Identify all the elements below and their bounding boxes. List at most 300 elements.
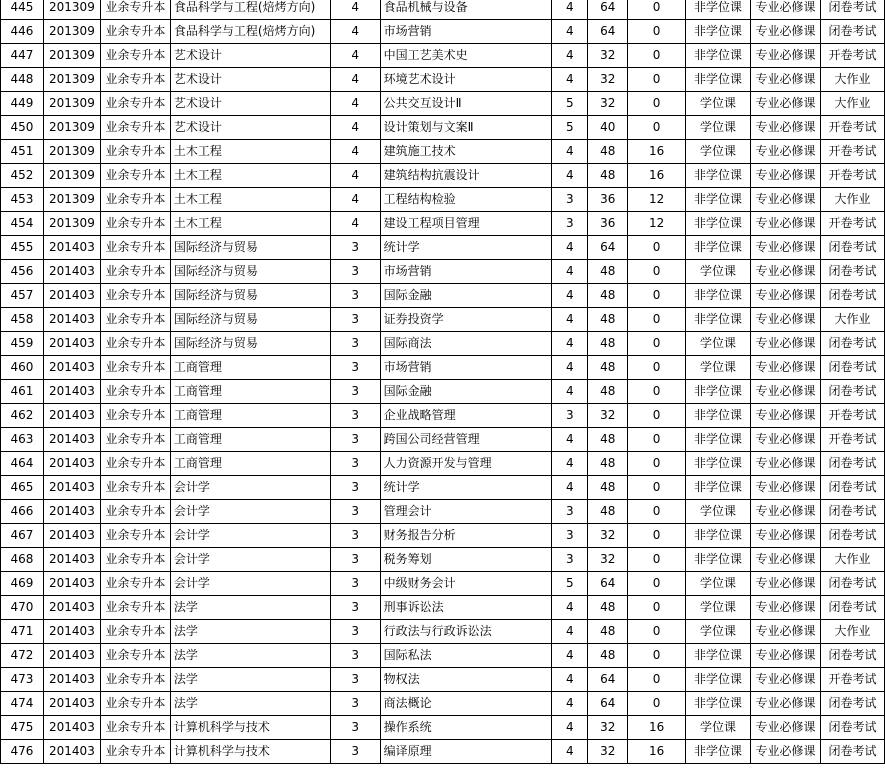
total-hours-cell: 64: [588, 0, 628, 20]
course-category-cell: 专业必修课: [750, 284, 820, 308]
total-hours-cell: 48: [588, 452, 628, 476]
row-number-cell: 450: [1, 116, 44, 140]
exam-type-cell: 闭卷考试: [820, 692, 884, 716]
course-name-cell: 商法概论: [380, 692, 552, 716]
total-hours-cell: 64: [588, 692, 628, 716]
exam-type-cell: 大作业: [820, 68, 884, 92]
table-row: [1, 740, 885, 764]
major-cell: 计算机科学与技术: [170, 740, 330, 764]
major-cell: 会计学: [170, 500, 330, 524]
lab-hours-cell: 0: [628, 452, 686, 476]
study-years-cell: 3: [330, 284, 380, 308]
lab-hours-cell: 0: [628, 44, 686, 68]
credits-cell: 4: [552, 140, 588, 164]
exam-type-cell: 大作业: [820, 620, 884, 644]
major-cell: 国际经济与贸易: [170, 308, 330, 332]
credits-cell: 3: [552, 524, 588, 548]
program-type-cell: 业余专升本: [100, 740, 170, 764]
study-years-cell: 3: [330, 692, 380, 716]
semester-cell: 201403: [43, 452, 100, 476]
semester-cell: 201309: [43, 188, 100, 212]
course-name-cell: 税务筹划: [380, 548, 552, 572]
course-name-cell: 建筑结构抗震设计: [380, 164, 552, 188]
lab-hours-cell: 0: [628, 500, 686, 524]
program-type-cell: 业余专升本: [100, 284, 170, 308]
study-years-cell: 3: [330, 404, 380, 428]
program-type-cell: 业余专升本: [100, 44, 170, 68]
exam-type-cell: 开卷考试: [820, 116, 884, 140]
study-years-cell: 3: [330, 260, 380, 284]
course-name-cell: 中国工艺美术史: [380, 44, 552, 68]
study-years-cell: 3: [330, 716, 380, 740]
semester-cell: 201309: [43, 0, 100, 20]
major-cell: 法学: [170, 620, 330, 644]
major-cell: 土木工程: [170, 212, 330, 236]
total-hours-cell: 36: [588, 212, 628, 236]
credits-cell: 5: [552, 92, 588, 116]
row-number-cell: 458: [1, 308, 44, 332]
total-hours-cell: 64: [588, 668, 628, 692]
total-hours-cell: 48: [588, 620, 628, 644]
table-row: [1, 236, 885, 260]
semester-cell: 201309: [43, 140, 100, 164]
course-category-cell: 专业必修课: [750, 452, 820, 476]
major-cell: 艺术设计: [170, 116, 330, 140]
row-number-cell: 465: [1, 476, 44, 500]
table-row: [1, 308, 885, 332]
total-hours-cell: 40: [588, 116, 628, 140]
course-category-cell: 专业必修课: [750, 644, 820, 668]
degree-course-flag-cell: 非学位课: [686, 308, 751, 332]
major-cell: 国际经济与贸易: [170, 260, 330, 284]
course-name-cell: 公共交互设计Ⅱ: [380, 92, 552, 116]
credits-cell: 4: [552, 236, 588, 260]
degree-course-flag-cell: 学位课: [686, 716, 751, 740]
program-type-cell: 业余专升本: [100, 668, 170, 692]
course-category-cell: 专业必修课: [750, 740, 820, 764]
degree-course-flag-cell: 非学位课: [686, 644, 751, 668]
credits-cell: 3: [552, 212, 588, 236]
degree-course-flag-cell: 学位课: [686, 260, 751, 284]
lab-hours-cell: 0: [628, 92, 686, 116]
total-hours-cell: 48: [588, 332, 628, 356]
study-years-cell: 3: [330, 668, 380, 692]
program-type-cell: 业余专升本: [100, 68, 170, 92]
table-row: [1, 596, 885, 620]
table-row: [1, 356, 885, 380]
semester-cell: 201403: [43, 260, 100, 284]
study-years-cell: 4: [330, 0, 380, 20]
major-cell: 国际经济与贸易: [170, 236, 330, 260]
major-cell: 艺术设计: [170, 92, 330, 116]
total-hours-cell: 48: [588, 644, 628, 668]
major-cell: 艺术设计: [170, 44, 330, 68]
credits-cell: 4: [552, 164, 588, 188]
credits-cell: 5: [552, 116, 588, 140]
lab-hours-cell: 0: [628, 308, 686, 332]
program-type-cell: 业余专升本: [100, 140, 170, 164]
semester-cell: 201403: [43, 428, 100, 452]
lab-hours-cell: 0: [628, 644, 686, 668]
exam-type-cell: 大作业: [820, 188, 884, 212]
total-hours-cell: 48: [588, 380, 628, 404]
program-type-cell: 业余专升本: [100, 404, 170, 428]
total-hours-cell: 32: [588, 404, 628, 428]
course-category-cell: 专业必修课: [750, 92, 820, 116]
course-name-cell: 统计学: [380, 476, 552, 500]
course-name-cell: 管理会计: [380, 500, 552, 524]
major-cell: 法学: [170, 668, 330, 692]
credits-cell: 3: [552, 500, 588, 524]
program-type-cell: 业余专升本: [100, 524, 170, 548]
degree-course-flag-cell: 学位课: [686, 332, 751, 356]
exam-type-cell: 闭卷考试: [820, 572, 884, 596]
course-category-cell: 专业必修课: [750, 668, 820, 692]
study-years-cell: 3: [330, 332, 380, 356]
study-years-cell: 4: [330, 68, 380, 92]
semester-cell: 201309: [43, 20, 100, 44]
total-hours-cell: 64: [588, 20, 628, 44]
semester-cell: 201403: [43, 548, 100, 572]
major-cell: 会计学: [170, 524, 330, 548]
degree-course-flag-cell: 学位课: [686, 620, 751, 644]
total-hours-cell: 48: [588, 260, 628, 284]
study-years-cell: 3: [330, 548, 380, 572]
table-row: [1, 428, 885, 452]
row-number-cell: 463: [1, 428, 44, 452]
program-type-cell: 业余专升本: [100, 500, 170, 524]
major-cell: 会计学: [170, 548, 330, 572]
degree-course-flag-cell: 非学位课: [686, 404, 751, 428]
course-category-cell: 专业必修课: [750, 572, 820, 596]
semester-cell: 201403: [43, 332, 100, 356]
course-category-cell: 专业必修课: [750, 116, 820, 140]
semester-cell: 201403: [43, 404, 100, 428]
table-row: [1, 716, 885, 740]
study-years-cell: 4: [330, 20, 380, 44]
course-category-cell: 专业必修课: [750, 164, 820, 188]
lab-hours-cell: 0: [628, 404, 686, 428]
exam-type-cell: 闭卷考试: [820, 452, 884, 476]
program-type-cell: 业余专升本: [100, 188, 170, 212]
lab-hours-cell: 16: [628, 716, 686, 740]
course-name-cell: 国际私法: [380, 644, 552, 668]
total-hours-cell: 32: [588, 92, 628, 116]
course-category-cell: 专业必修课: [750, 404, 820, 428]
course-category-cell: 专业必修课: [750, 260, 820, 284]
table-row: [1, 68, 885, 92]
semester-cell: 201403: [43, 356, 100, 380]
exam-type-cell: 大作业: [820, 548, 884, 572]
degree-course-flag-cell: 非学位课: [686, 212, 751, 236]
total-hours-cell: 48: [588, 164, 628, 188]
row-number-cell: 469: [1, 572, 44, 596]
exam-type-cell: 闭卷考试: [820, 20, 884, 44]
degree-course-flag-cell: 非学位课: [686, 20, 751, 44]
row-number-cell: 457: [1, 284, 44, 308]
course-name-cell: 证券投资学: [380, 308, 552, 332]
course-name-cell: 环境艺术设计: [380, 68, 552, 92]
study-years-cell: 4: [330, 188, 380, 212]
course-name-cell: 市场营销: [380, 20, 552, 44]
course-name-cell: 工程结构检验: [380, 188, 552, 212]
exam-type-cell: 开卷考试: [820, 404, 884, 428]
row-number-cell: 474: [1, 692, 44, 716]
major-cell: 工商管理: [170, 404, 330, 428]
semester-cell: 201309: [43, 116, 100, 140]
course-category-cell: 专业必修课: [750, 500, 820, 524]
program-type-cell: 业余专升本: [100, 0, 170, 20]
program-type-cell: 业余专升本: [100, 476, 170, 500]
semester-cell: 201403: [43, 308, 100, 332]
row-number-cell: 461: [1, 380, 44, 404]
row-number-cell: 471: [1, 620, 44, 644]
semester-cell: 201403: [43, 284, 100, 308]
exam-type-cell: 开卷考试: [820, 44, 884, 68]
credits-cell: 5: [552, 572, 588, 596]
course-name-cell: 市场营销: [380, 356, 552, 380]
degree-course-flag-cell: 非学位课: [686, 68, 751, 92]
semester-cell: 201403: [43, 500, 100, 524]
major-cell: 法学: [170, 692, 330, 716]
lab-hours-cell: 0: [628, 332, 686, 356]
exam-type-cell: 闭卷考试: [820, 356, 884, 380]
table-row: [1, 20, 885, 44]
study-years-cell: 4: [330, 116, 380, 140]
row-number-cell: 449: [1, 92, 44, 116]
semester-cell: 201309: [43, 164, 100, 188]
semester-cell: 201403: [43, 596, 100, 620]
credits-cell: 3: [552, 548, 588, 572]
row-number-cell: 452: [1, 164, 44, 188]
lab-hours-cell: 0: [628, 692, 686, 716]
semester-cell: 201403: [43, 692, 100, 716]
course-category-cell: 专业必修课: [750, 20, 820, 44]
credits-cell: 4: [552, 716, 588, 740]
credits-cell: 4: [552, 452, 588, 476]
exam-type-cell: 闭卷考试: [820, 284, 884, 308]
table-row: [1, 500, 885, 524]
exam-type-cell: 闭卷考试: [820, 476, 884, 500]
course-name-cell: 市场营销: [380, 260, 552, 284]
course-category-cell: 专业必修课: [750, 68, 820, 92]
course-category-cell: 专业必修课: [750, 236, 820, 260]
row-number-cell: 454: [1, 212, 44, 236]
credits-cell: 4: [552, 20, 588, 44]
lab-hours-cell: 0: [628, 116, 686, 140]
table-row: [1, 116, 885, 140]
study-years-cell: 3: [330, 452, 380, 476]
degree-course-flag-cell: 非学位课: [686, 668, 751, 692]
degree-course-flag-cell: 学位课: [686, 92, 751, 116]
table-row: [1, 380, 885, 404]
study-years-cell: 3: [330, 380, 380, 404]
row-number-cell: 459: [1, 332, 44, 356]
program-type-cell: 业余专升本: [100, 596, 170, 620]
program-type-cell: 业余专升本: [100, 116, 170, 140]
table-row: [1, 188, 885, 212]
semester-cell: 201309: [43, 44, 100, 68]
table-row: [1, 548, 885, 572]
table-row: [1, 404, 885, 428]
exam-type-cell: 闭卷考试: [820, 716, 884, 740]
lab-hours-cell: 0: [628, 428, 686, 452]
study-years-cell: 3: [330, 572, 380, 596]
course-category-cell: 专业必修课: [750, 620, 820, 644]
total-hours-cell: 48: [588, 500, 628, 524]
major-cell: 工商管理: [170, 356, 330, 380]
credits-cell: 4: [552, 44, 588, 68]
program-type-cell: 业余专升本: [100, 164, 170, 188]
degree-course-flag-cell: 学位课: [686, 596, 751, 620]
row-number-cell: 475: [1, 716, 44, 740]
table-row: [1, 164, 885, 188]
exam-type-cell: 大作业: [820, 92, 884, 116]
exam-type-cell: 闭卷考试: [820, 596, 884, 620]
lab-hours-cell: 0: [628, 476, 686, 500]
study-years-cell: 3: [330, 596, 380, 620]
total-hours-cell: 64: [588, 572, 628, 596]
program-type-cell: 业余专升本: [100, 20, 170, 44]
course-name-cell: 财务报告分析: [380, 524, 552, 548]
exam-type-cell: 闭卷考试: [820, 236, 884, 260]
exam-type-cell: 闭卷考试: [820, 500, 884, 524]
course-name-cell: 操作系统: [380, 716, 552, 740]
major-cell: 艺术设计: [170, 68, 330, 92]
table-row: [1, 284, 885, 308]
major-cell: 国际经济与贸易: [170, 332, 330, 356]
degree-course-flag-cell: 非学位课: [686, 428, 751, 452]
lab-hours-cell: 16: [628, 140, 686, 164]
exam-type-cell: 闭卷考试: [820, 332, 884, 356]
exam-type-cell: 闭卷考试: [820, 740, 884, 764]
degree-course-flag-cell: 非学位课: [686, 452, 751, 476]
semester-cell: 201403: [43, 740, 100, 764]
course-name-cell: 物权法: [380, 668, 552, 692]
degree-course-flag-cell: 学位课: [686, 572, 751, 596]
lab-hours-cell: 0: [628, 596, 686, 620]
credits-cell: 4: [552, 68, 588, 92]
lab-hours-cell: 0: [628, 524, 686, 548]
major-cell: 工商管理: [170, 428, 330, 452]
credits-cell: 3: [552, 404, 588, 428]
semester-cell: 201403: [43, 572, 100, 596]
program-type-cell: 业余专升本: [100, 92, 170, 116]
exam-type-cell: 大作业: [820, 308, 884, 332]
lab-hours-cell: 0: [628, 260, 686, 284]
course-category-cell: 专业必修课: [750, 332, 820, 356]
program-type-cell: 业余专升本: [100, 308, 170, 332]
semester-cell: 201403: [43, 380, 100, 404]
table-row: [1, 644, 885, 668]
lab-hours-cell: 0: [628, 620, 686, 644]
semester-cell: 201309: [43, 68, 100, 92]
major-cell: 土木工程: [170, 164, 330, 188]
table-row: [1, 668, 885, 692]
total-hours-cell: 48: [588, 284, 628, 308]
course-category-cell: 专业必修课: [750, 428, 820, 452]
table-row: [1, 44, 885, 68]
degree-course-flag-cell: 非学位课: [686, 524, 751, 548]
credits-cell: 4: [552, 476, 588, 500]
lab-hours-cell: 0: [628, 668, 686, 692]
degree-course-flag-cell: 学位课: [686, 116, 751, 140]
program-type-cell: 业余专升本: [100, 452, 170, 476]
row-number-cell: 456: [1, 260, 44, 284]
degree-course-flag-cell: 非学位课: [686, 188, 751, 212]
program-type-cell: 业余专升本: [100, 620, 170, 644]
study-years-cell: 4: [330, 44, 380, 68]
course-name-cell: 中级财务会计: [380, 572, 552, 596]
study-years-cell: 3: [330, 356, 380, 380]
course-category-cell: 专业必修课: [750, 716, 820, 740]
major-cell: 计算机科学与技术: [170, 716, 330, 740]
course-name-cell: 人力资源开发与管理: [380, 452, 552, 476]
exam-type-cell: 闭卷考试: [820, 0, 884, 20]
credits-cell: 4: [552, 260, 588, 284]
semester-cell: 201403: [43, 476, 100, 500]
table-row: [1, 260, 885, 284]
course-name-cell: 国际金融: [380, 380, 552, 404]
course-name-cell: 国际金融: [380, 284, 552, 308]
total-hours-cell: 48: [588, 140, 628, 164]
major-cell: 国际经济与贸易: [170, 284, 330, 308]
total-hours-cell: 36: [588, 188, 628, 212]
course-category-cell: 专业必修课: [750, 524, 820, 548]
lab-hours-cell: 16: [628, 740, 686, 764]
course-name-cell: 跨国公司经营管理: [380, 428, 552, 452]
major-cell: 食品科学与工程(焙烤方向): [170, 20, 330, 44]
semester-cell: 201403: [43, 236, 100, 260]
total-hours-cell: 32: [588, 716, 628, 740]
program-type-cell: 业余专升本: [100, 548, 170, 572]
table-body: [1, 0, 885, 764]
credits-cell: 3: [552, 188, 588, 212]
total-hours-cell: 32: [588, 548, 628, 572]
major-cell: 法学: [170, 644, 330, 668]
row-number-cell: 476: [1, 740, 44, 764]
program-type-cell: 业余专升本: [100, 716, 170, 740]
credits-cell: 4: [552, 668, 588, 692]
study-years-cell: 4: [330, 92, 380, 116]
exam-type-cell: 闭卷考试: [820, 380, 884, 404]
table-row: [1, 692, 885, 716]
study-years-cell: 3: [330, 620, 380, 644]
course-name-cell: 国际商法: [380, 332, 552, 356]
course-category-cell: 专业必修课: [750, 380, 820, 404]
row-number-cell: 448: [1, 68, 44, 92]
major-cell: 法学: [170, 596, 330, 620]
major-cell: 工商管理: [170, 452, 330, 476]
course-name-cell: 编译原理: [380, 740, 552, 764]
degree-course-flag-cell: 非学位课: [686, 284, 751, 308]
program-type-cell: 业余专升本: [100, 644, 170, 668]
lab-hours-cell: 0: [628, 284, 686, 308]
course-category-cell: 专业必修课: [750, 308, 820, 332]
table-row: [1, 140, 885, 164]
course-category-cell: 专业必修课: [750, 548, 820, 572]
course-category-cell: 专业必修课: [750, 212, 820, 236]
row-number-cell: 467: [1, 524, 44, 548]
row-number-cell: 470: [1, 596, 44, 620]
study-years-cell: 4: [330, 212, 380, 236]
row-number-cell: 453: [1, 188, 44, 212]
study-years-cell: 3: [330, 644, 380, 668]
semester-cell: 201403: [43, 524, 100, 548]
study-years-cell: 3: [330, 308, 380, 332]
total-hours-cell: 32: [588, 524, 628, 548]
table-row: [1, 92, 885, 116]
